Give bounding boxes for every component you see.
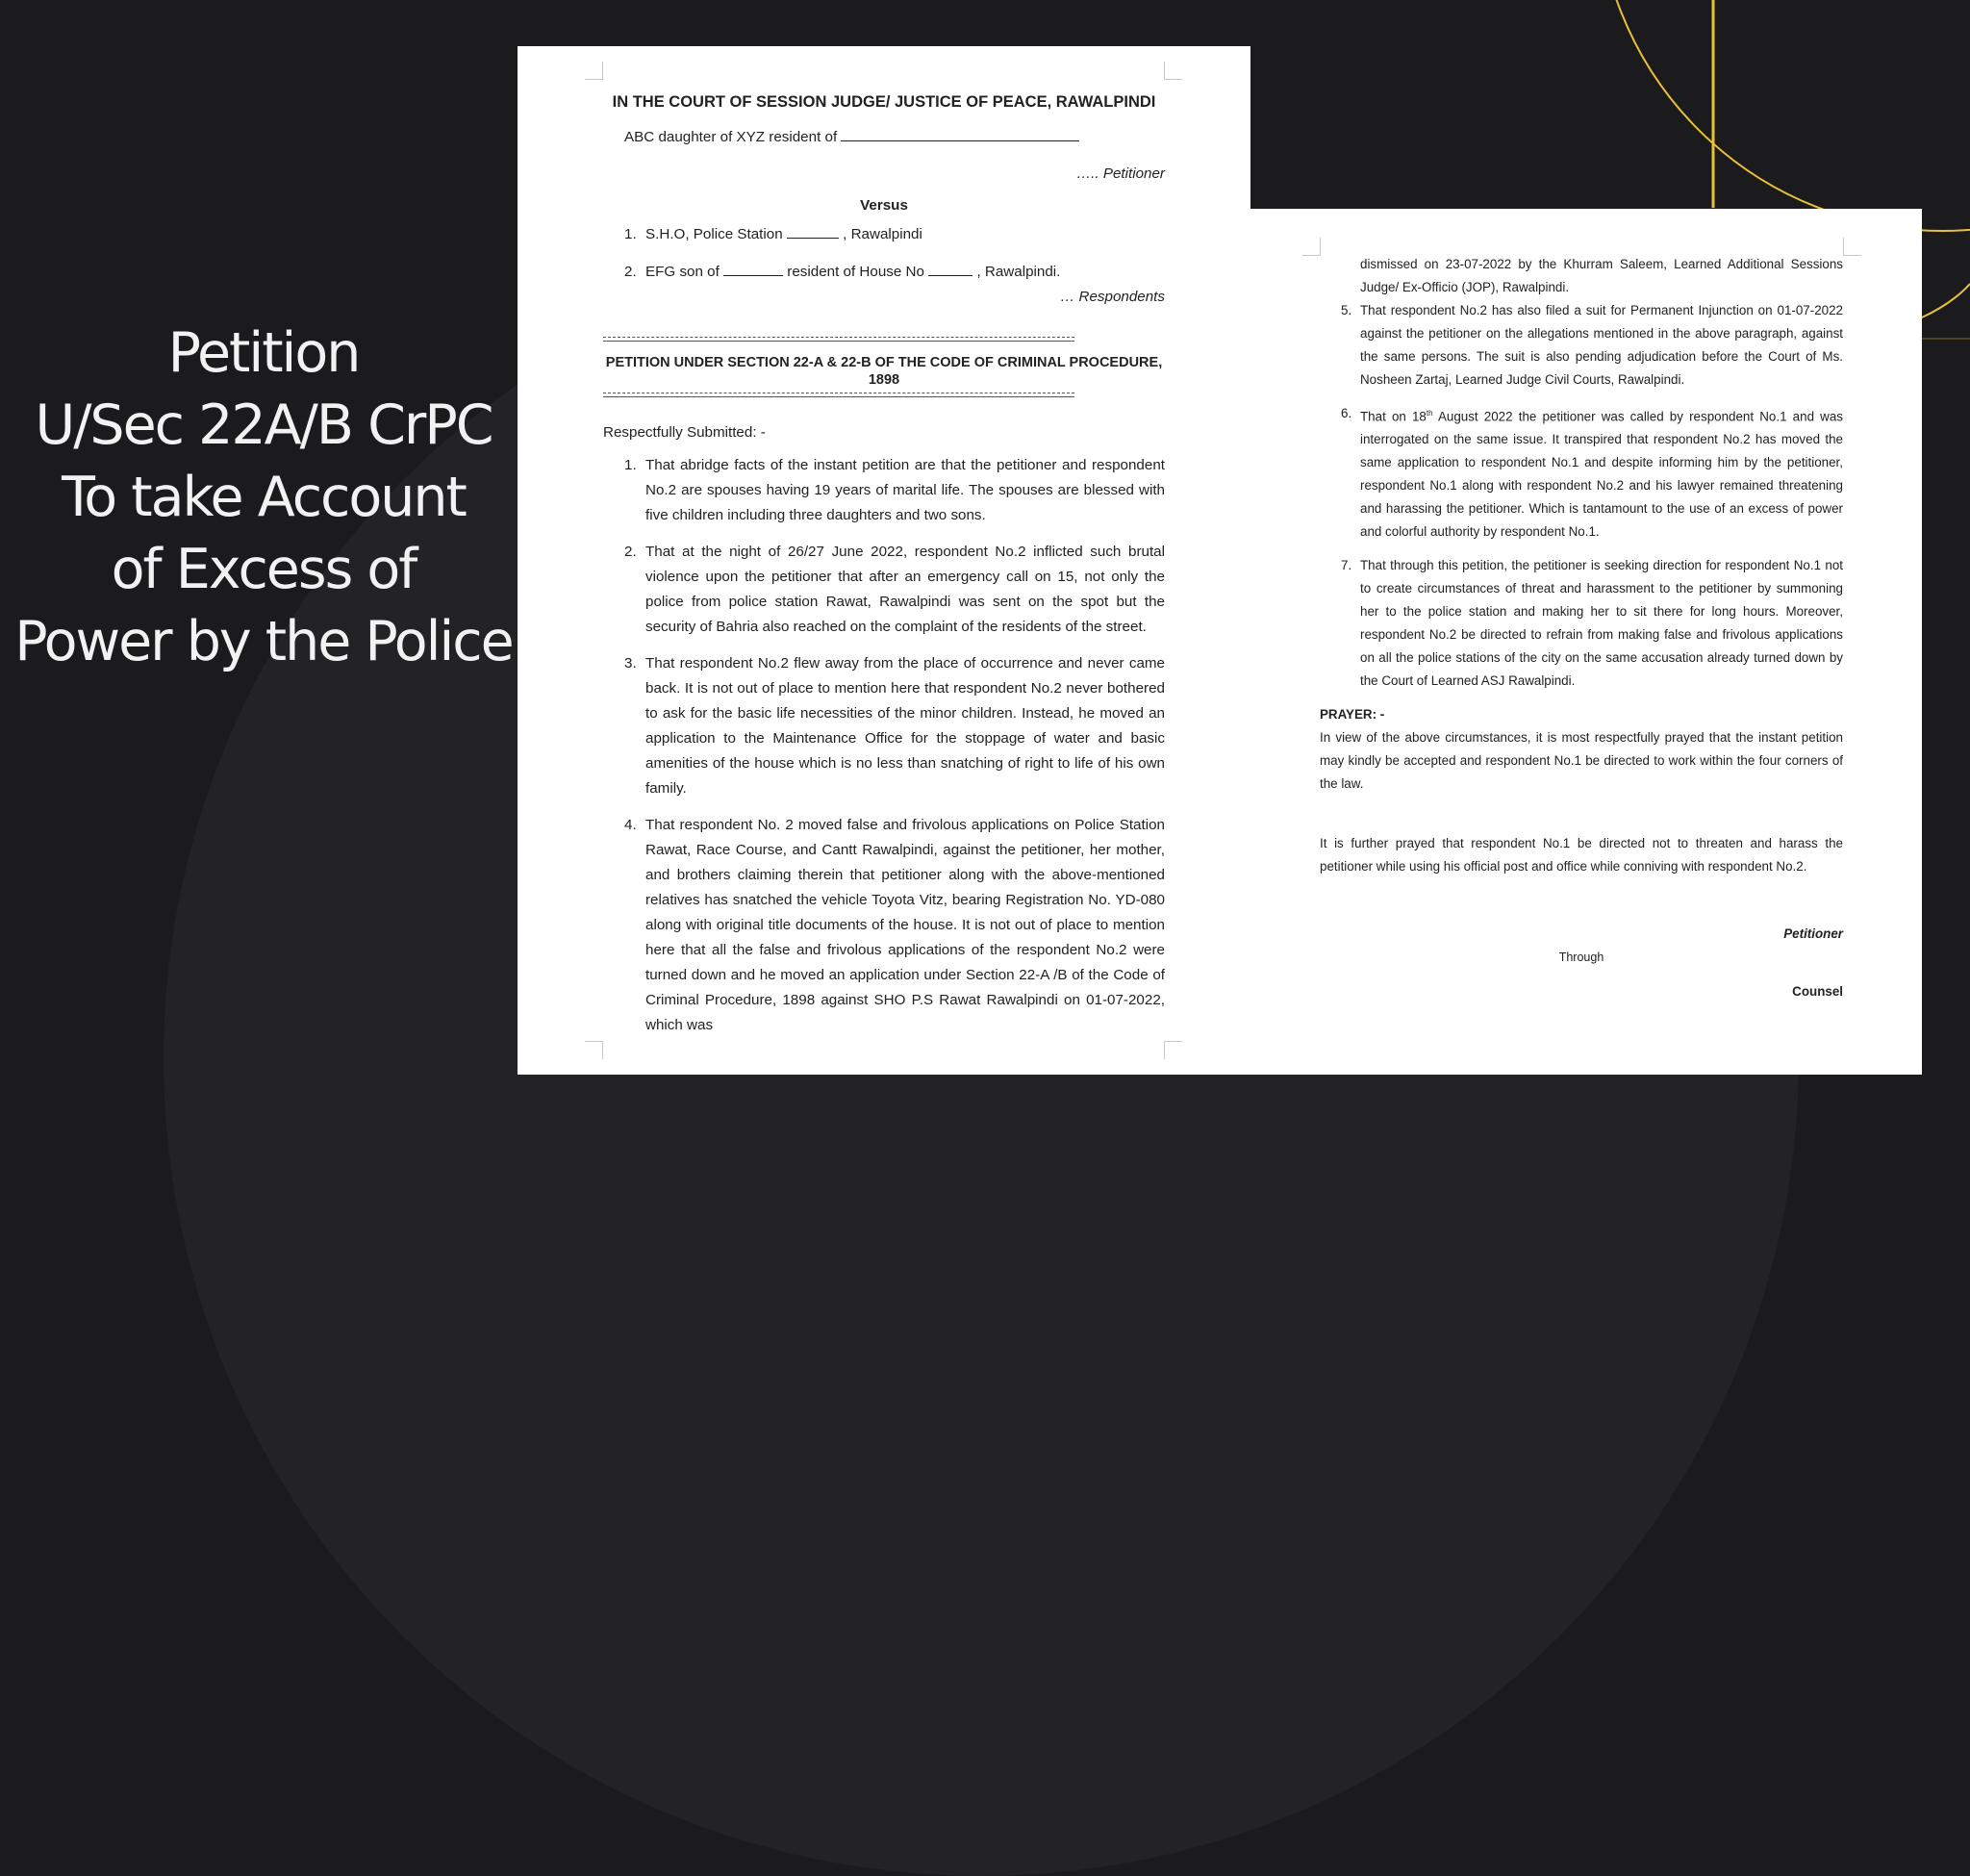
signature-through: Through	[1558, 951, 1604, 965]
list-number: 1.	[624, 457, 637, 473]
blank-field	[928, 262, 972, 276]
court-title: IN THE COURT OF SESSION JUDGE/ JUSTICE OF PEACE, RAWALPINDI	[612, 93, 1156, 111]
page-2-content	[1320, 253, 1843, 1003]
list-number: 1.	[624, 226, 637, 242]
paragraph-item	[603, 813, 1165, 1038]
signature-counsel: Counsel	[1792, 984, 1843, 1000]
blank-field	[841, 127, 1079, 141]
list-number: 3.	[624, 655, 637, 672]
respondent-item	[603, 222, 1165, 247]
petition-paragraphs	[603, 453, 1165, 1038]
paragraph-continuation: dismissed on 23-07-2022 by the Khurram Saleem, Learned Additional Sessions Judge/ Ex-Officio (JOP), Rawalpindi.	[1360, 257, 1843, 294]
paragraph-text-rest: August 2022 the petitioner was called by respondent No.1 and was interrogated on the same issue. It transpired that respondent No.2 has moved the same application to respondent No.1 and despite informing him by the petitioner, respondent No.1 along with respondent No.2 and his lawyer remained threatening and harassing the petitioner. Which is tantamount to the use of an excess of power and colorful authority by respondent No.1.	[1360, 409, 1843, 540]
paragraph-item	[603, 453, 1165, 528]
paragraph-text: That respondent No.2 flew away from the place of occurrence and never came back. It is not out of place to mention here that respondent No.2 never bothered to ask for the basic life necessities of the minor children. Instead, he moved an application to the Maintenance Office for the stoppage of water and basic amenities of the house which is no less than snatching of right to life of his own family.	[645, 655, 1165, 797]
petitioner-line-text: ABC daughter of XYZ resident of	[624, 129, 838, 145]
respectfully-submitted: Respectfully Submitted: -	[603, 424, 766, 441]
paragraph-item	[1320, 554, 1843, 693]
crop-mark	[1843, 238, 1861, 256]
ordinal-suffix: th	[1426, 409, 1433, 418]
document-page-1	[518, 46, 1250, 1075]
crop-mark	[585, 62, 603, 80]
prayer-paragraph: In view of the above circumstances, it is most respectfully prayed that the instant petition may kindly be accepted and respondent No.1 be directed to work within the four corners of the law.	[1320, 730, 1843, 792]
paragraph-text-start: That on 18	[1360, 409, 1427, 424]
slide-title-line: Power by the Police	[14, 610, 513, 673]
list-number: 7.	[1341, 558, 1352, 573]
respondent-item	[603, 260, 1165, 285]
respondent-text: , Rawalpindi.	[976, 264, 1061, 280]
document-page-2	[1250, 209, 1922, 1075]
paragraph-text: That respondent No.2 has also filed a suit for Permanent Injunction on 01-07-2022 against the petitioner on the allegations mentioned in the above paragraph, against the same persons. The suit is also pending adjudication before the Court of Ms. Nosheen Zartaj, Learned Judge Civil Courts, Rawalpindi.	[1360, 303, 1843, 387]
paragraph-text: That respondent No. 2 moved false and frivolous applications on Police Station Rawat, Race Course, and Cantt Rawalpindi, against the petitioner, her mother, and brothers claiming therein that petitioner along with the above-mentioned relatives has snatched the vehicle Toyota Vitz, bearing Registration No. YD-080 along with original title documents of the house. It is not out of place to mention here that all the false and frivolous applications of the respondent No.2 were turned down and he moved an application under Section 22-A /B of the Code of Criminal Procedure, 1898 against SHO P.S Rawat Rawalpindi on 01-07-2022, which was	[645, 817, 1165, 1033]
paragraph-item	[603, 540, 1165, 640]
list-number: 2.	[624, 544, 637, 560]
respondent-text: resident of House No	[787, 264, 924, 280]
slide-title-line: U/Sec 22A/B CrPC	[35, 393, 492, 457]
petition-heading: PETITION UNDER SECTION 22-A & 22-B OF THE CODE OF CRIMINAL PROCEDURE, 1898	[605, 355, 1163, 388]
list-number: 6.	[1341, 406, 1352, 420]
slide-title-line: To take Account	[62, 466, 466, 529]
paragraph-text: That abridge facts of the instant petition are that the petitioner and respondent No.2 are spouses having 19 years of marital life. The spouses are blessed with five children including three daughters and two sons.	[645, 457, 1165, 523]
respondents-tag: … Respondents	[1060, 289, 1165, 305]
paragraph-item	[603, 651, 1165, 801]
crop-mark	[1164, 1041, 1182, 1059]
paragraph-item	[1320, 299, 1843, 392]
crop-mark	[1302, 238, 1321, 256]
respondent-text: EFG son of	[645, 264, 720, 280]
blank-field	[723, 262, 783, 276]
crop-mark	[1164, 62, 1182, 80]
respondent-text: S.H.O, Police Station	[645, 226, 783, 242]
versus-label: Versus	[860, 197, 908, 214]
blank-field	[787, 224, 839, 239]
petitioner-line	[603, 125, 1165, 150]
slide-title-line: Petition	[167, 321, 360, 385]
prayer-paragraph: It is further prayed that respondent No.1 be directed not to threaten and harass the petitioner while using his official post and office while conniving with respondent No.2.	[1320, 836, 1843, 875]
paragraph-text: That at the night of 26/27 June 2022, respondent No.2 inflicted such brutal violence upon the petitioner that after an emergency call on 15, not only the police from police station Rawat, Rawalpindi was sent on the spot but the security of Bahria also reached on the complaint of the residents of the street.	[645, 544, 1165, 635]
petition-paragraphs-continued	[1320, 299, 1843, 693]
slide-title-line: of Excess of	[111, 538, 417, 601]
slide-title	[13, 317, 514, 678]
paragraph-text: That through this petition, the petitioner is seeking direction for respondent No.1 not to create circumstances of threat and harassment to the petitioner by summoning her to the police station and making her to sit there for long hours. Moreover, respondent No.2 be directed to refrain from making false and frivolous applications on all the police stations of the city on the same accusation already turned down by the Court of Learned ASJ Rawalpindi.	[1360, 558, 1843, 689]
respondent-text: , Rawalpindi	[843, 226, 922, 242]
petitioner-tag: ….. Petitioner	[1075, 165, 1165, 182]
crop-mark	[585, 1041, 603, 1059]
paragraph-text	[1360, 402, 1843, 544]
list-number: 2.	[624, 264, 637, 280]
list-number: 5.	[1341, 303, 1352, 317]
list-number: 4.	[624, 817, 637, 833]
paragraph-item	[1320, 402, 1843, 544]
signature-petitioner: Petitioner	[1783, 926, 1843, 942]
divider	[603, 393, 1074, 397]
respondents-list	[603, 222, 1165, 285]
prayer-heading: PRAYER: -	[1320, 707, 1385, 723]
page-1-content	[603, 90, 1165, 1050]
